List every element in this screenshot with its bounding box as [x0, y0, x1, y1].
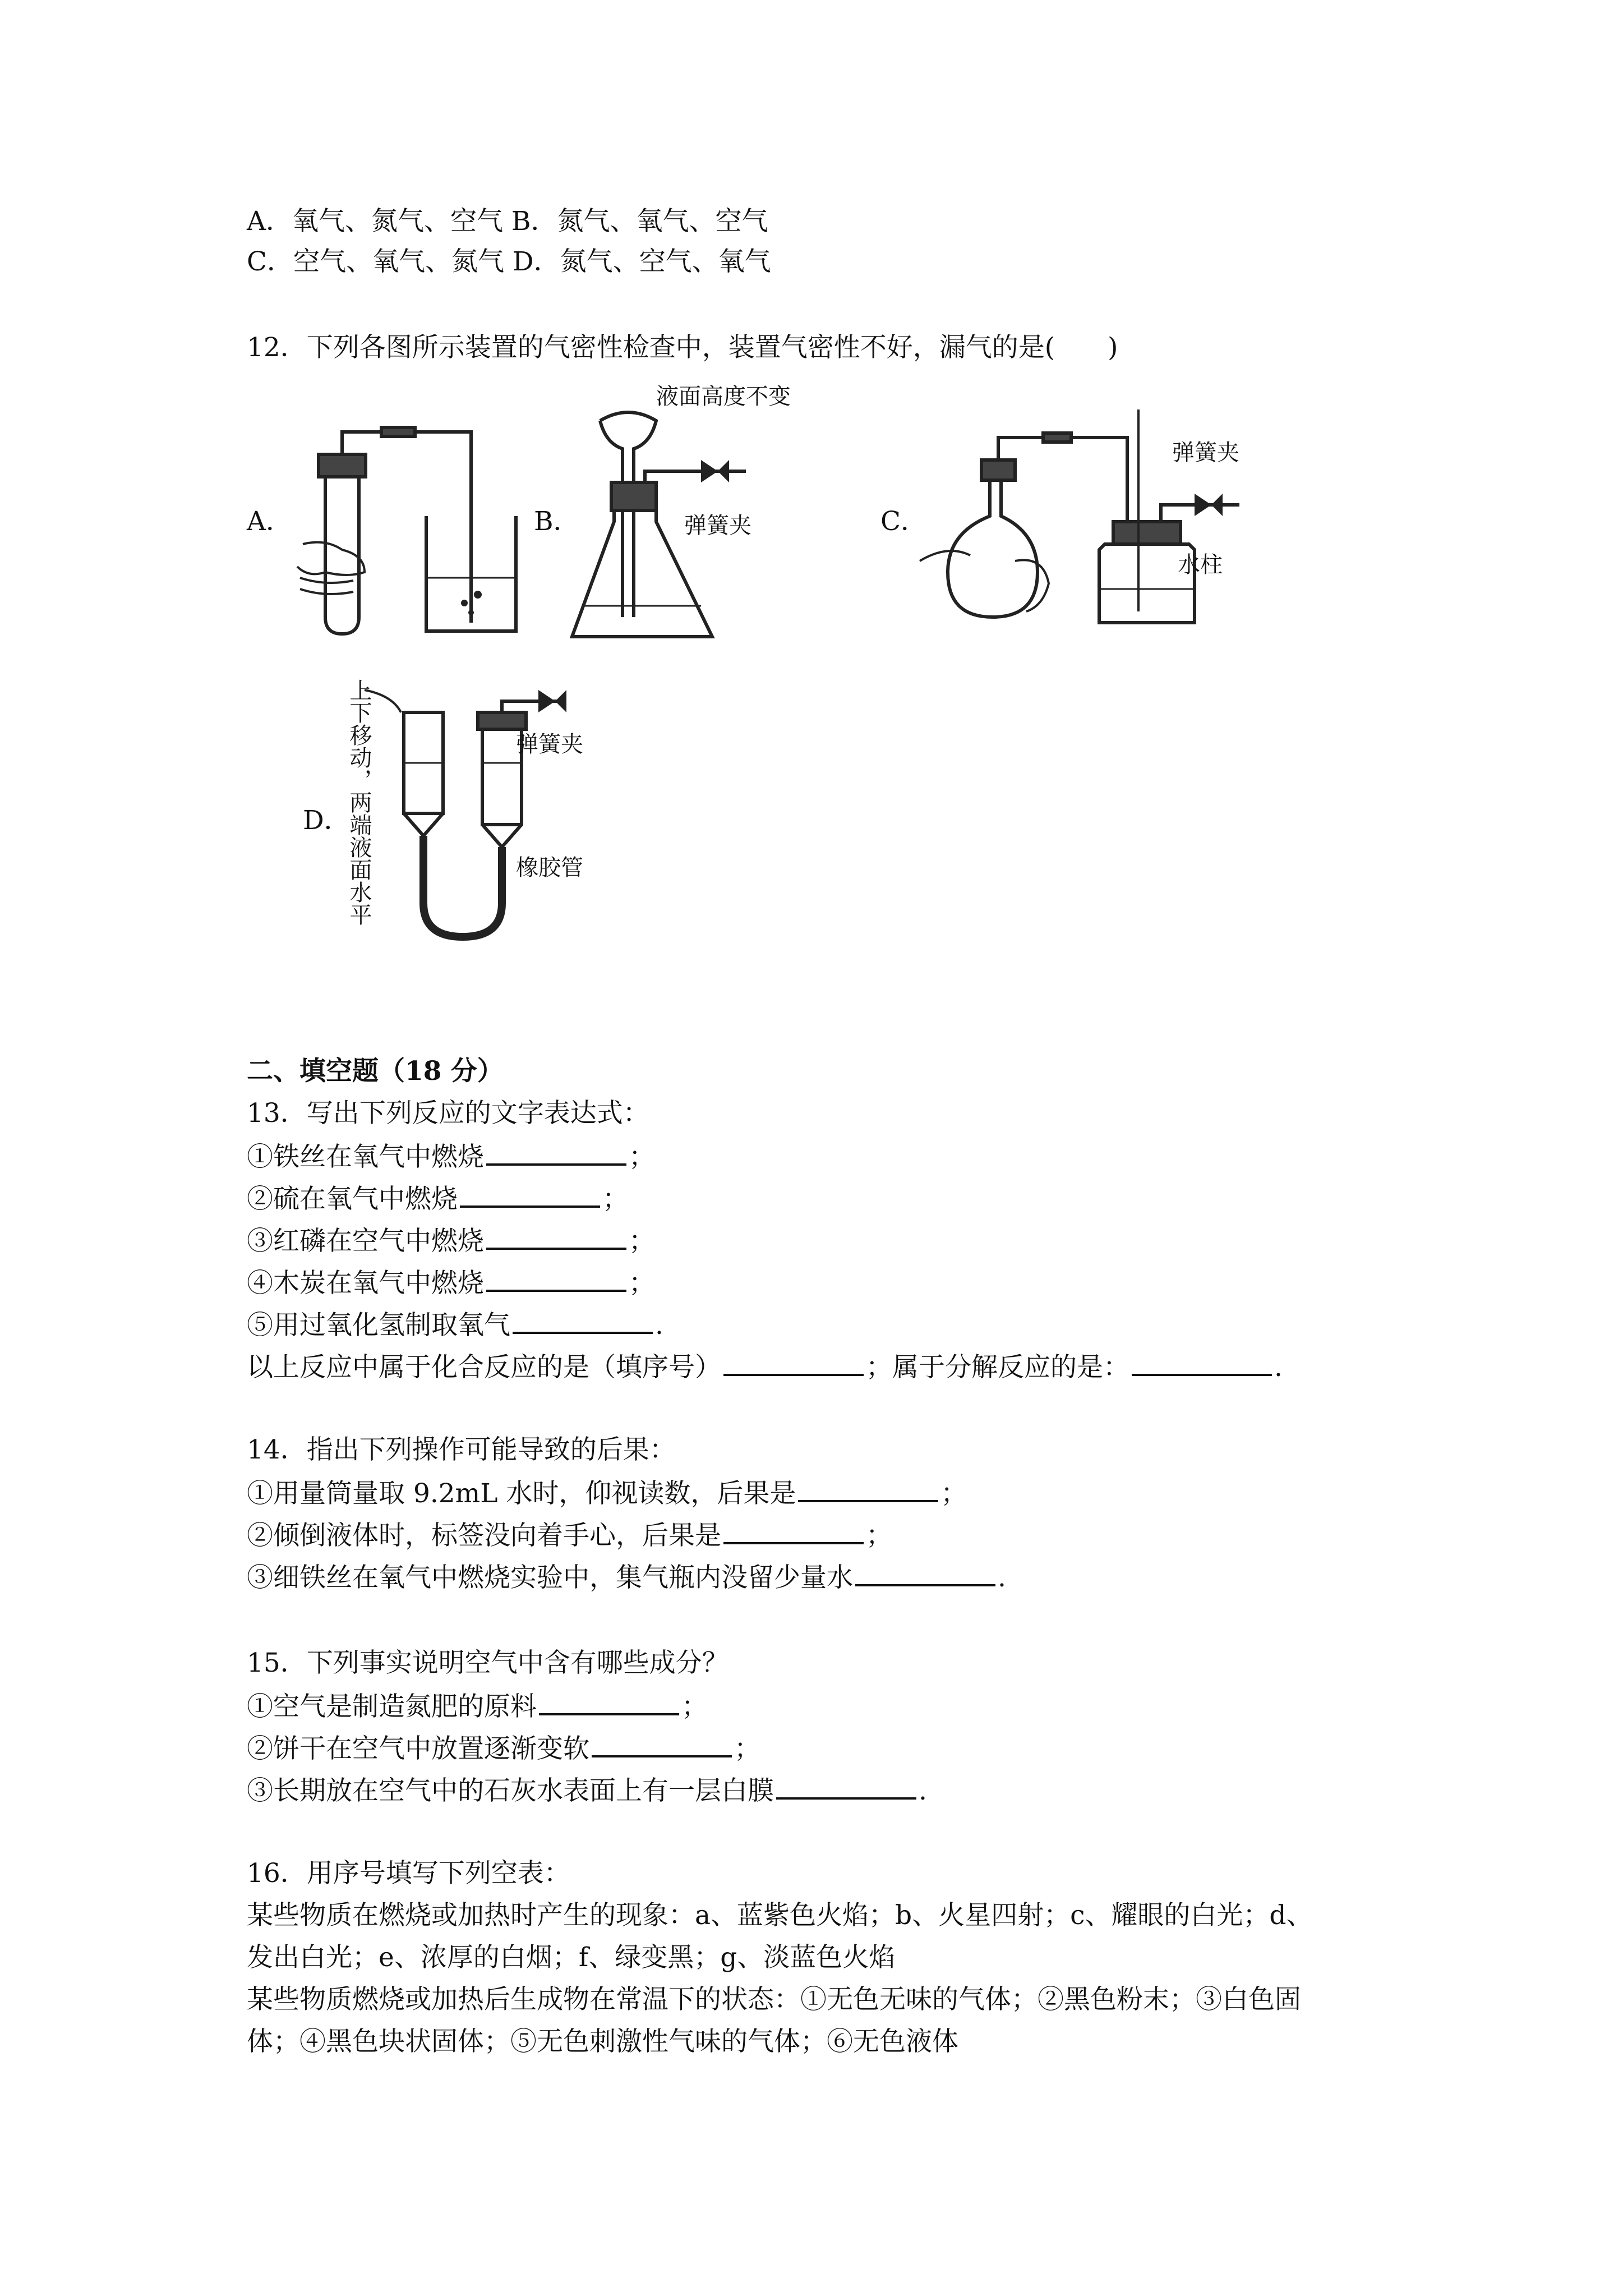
q11-options-row2: [247, 245, 771, 279]
q11-option-c: C．空气、氧气、氮气: [247, 246, 504, 277]
fig-d-tube-label: 橡胶管: [516, 855, 583, 881]
answer-blank[interactable]: [460, 1181, 600, 1208]
q11-options-row1: [247, 205, 768, 238]
q15-item-2: ②饼干在空气中放置逐渐变软 ；: [247, 1731, 760, 1766]
answer-blank[interactable]: [486, 1139, 626, 1166]
answer-blank[interactable]: [723, 1517, 864, 1544]
q14-item-1: ①用量筒量取 9.2mL 水时，仰视读数，后果是 ；: [247, 1475, 967, 1511]
spring-clamp-icon: [1195, 494, 1223, 516]
answer-blank[interactable]: [513, 1307, 653, 1334]
figure-a-test-tube-beaker: [286, 409, 522, 645]
fig-d-clamp-label: 弹簧夹: [516, 731, 583, 757]
q12-stem: 12．下列各图所示装置的气密性检查中，装置气密性不好，漏气的是( ): [247, 332, 1118, 363]
figure-b-flask-funnel: [561, 381, 864, 651]
q16-stem: 16．用序号填写下列空表：: [247, 1858, 570, 1889]
q15-stem: 15．下列事实说明空气中含有哪些成分？: [247, 1648, 728, 1678]
q12-label-d: D．: [303, 805, 351, 836]
q11-option-a: A．氧气、氮气、空气: [247, 206, 503, 237]
q16-para2-line1: 某些物质燃烧或加热后生成物在常温下的状态：①无色无味的气体；②黑色粉末；③白色固: [247, 1984, 1301, 2015]
q15-item-3: ③长期放在空气中的石灰水表面上有一层白膜 .: [247, 1773, 927, 1808]
spring-clamp-icon: [538, 690, 566, 712]
q13-item-5: ⑤用过氧化氢制取氧气 .: [247, 1307, 663, 1342]
q13-item-1: ①铁丝在氧气中燃烧 ；: [247, 1139, 655, 1174]
answer-blank[interactable]: [798, 1475, 938, 1502]
q12-label-a: A．: [247, 506, 292, 537]
fig-c-clamp-label: 弹簧夹: [1172, 440, 1239, 466]
figure-c-flask-bottle: [914, 404, 1251, 639]
answer-blank[interactable]: [723, 1349, 864, 1376]
q13-summary: 以上反应中属于化合反应的是（填序号） ；属于分解反应的是： .: [247, 1349, 1283, 1384]
answer-blank[interactable]: [486, 1223, 626, 1250]
q12-label-c: C．: [880, 506, 927, 537]
answer-blank[interactable]: [855, 1559, 995, 1586]
fig-d-side-text: 上下移动，两端液面水平: [346, 679, 372, 926]
q16-para2-line2: 体；④黑色块状固体；⑤无色刺激性气味的气体；⑥无色液体: [247, 2026, 958, 2057]
q13-item-2: ②硫在氧气中燃烧 ；: [247, 1181, 629, 1216]
q13-item-4: ④木炭在氧气中燃烧 ；: [247, 1265, 655, 1300]
q14-stem: 14．指出下列操作可能导致的后果：: [247, 1434, 676, 1465]
q11-option-b: B．氮气、氧气、空气: [511, 206, 768, 237]
answer-blank[interactable]: [486, 1265, 626, 1292]
answer-blank[interactable]: [776, 1773, 916, 1800]
fig-c-water-label: 水柱: [1178, 552, 1223, 578]
q14-item-2: ②倾倒液体时，标签没向着手心，后果是 ；: [247, 1517, 892, 1553]
q12-label-b: B．: [534, 506, 580, 537]
q16-para1-line1: 某些物质在燃烧或加热时产生的现象：a、蓝紫色火焰；b、火星四射；c、耀眼的白光；d、: [247, 1900, 1313, 1931]
q15-item-1: ①空气是制造氮肥的原料 ；: [247, 1688, 708, 1724]
answer-blank[interactable]: [539, 1688, 679, 1715]
spring-clamp-icon: [701, 460, 729, 482]
q11-option-d: D．氮气、空气、氧气: [512, 246, 771, 277]
fig-b-clamp-label: 弹簧夹: [684, 513, 751, 539]
fig-b-top-label: 液面高度不变: [656, 384, 791, 409]
figure-d-u-tube: [348, 679, 651, 959]
section-heading: 二、填空题（18 分）: [247, 1056, 504, 1087]
q14-item-3: ③细铁丝在氧气中燃烧实验中，集气瓶内没留少量水 .: [247, 1559, 1006, 1595]
q13-stem: 13．写出下列反应的文字表达式：: [247, 1098, 649, 1129]
q16-para1-line2: 发出白光；e、浓厚的白烟；f、绿变黑；g、淡蓝色火焰: [247, 1942, 896, 1973]
q13-item-3: ③红磷在空气中燃烧 ；: [247, 1223, 655, 1258]
answer-blank[interactable]: [1132, 1349, 1272, 1376]
answer-blank[interactable]: [592, 1731, 732, 1757]
